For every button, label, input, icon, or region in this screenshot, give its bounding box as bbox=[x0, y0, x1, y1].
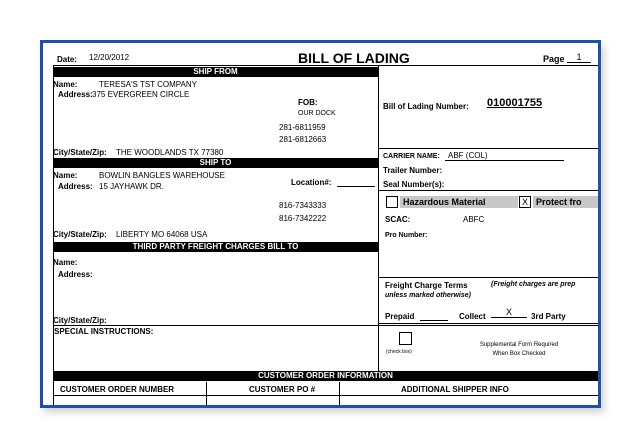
special-instructions-rule bbox=[53, 325, 598, 326]
freight-terms-note-2: unless marked otherwise) bbox=[385, 292, 471, 299]
bol-number-label: Bill of Lading Number: bbox=[383, 102, 469, 111]
ship-from-address: 375 EVERGREEN CIRCLE bbox=[92, 90, 190, 99]
third-party-name-label: Name: bbox=[53, 258, 78, 267]
seal-label: Seal Number(s): bbox=[383, 180, 445, 189]
carrier-label: CARRIER NAME: bbox=[383, 153, 440, 160]
ship-to-name-label: Name: bbox=[53, 171, 78, 180]
carrier-rule bbox=[378, 148, 598, 149]
date-value: 12/20/2012 bbox=[89, 53, 130, 62]
collect-label[interactable]: Collect bbox=[459, 312, 486, 321]
col-additional-shipper-info: ADDITIONAL SHIPPER INFO bbox=[401, 385, 509, 394]
special-instructions-label: SPECIAL INSTRUCTIONS: bbox=[54, 327, 154, 336]
location-label: Location#: bbox=[291, 178, 332, 187]
hazardous-checkbox[interactable] bbox=[386, 196, 398, 208]
ship-from-name-label: Name: bbox=[53, 80, 78, 89]
ship-to-header: SHIP TO bbox=[53, 158, 378, 168]
ship-to-name: BOWLIN BANGLES WAREHOUSE bbox=[99, 171, 225, 180]
ship-to-phone-1: 816-7343333 bbox=[279, 201, 327, 210]
fob-label: FOB: bbox=[298, 98, 318, 107]
ship-from-address-label: Address: bbox=[58, 90, 93, 99]
ship-from-phone-2: 281-6812663 bbox=[279, 135, 327, 144]
ship-from-csz: THE WOODLANDS TX 77380 bbox=[116, 148, 224, 157]
col-customer-order-number: CUSTOMER ORDER NUMBER bbox=[60, 385, 175, 394]
fob-value: OUR DOCK bbox=[298, 110, 336, 117]
prepaid-line bbox=[420, 320, 448, 321]
ship-from-csz-label: City/State/Zip: bbox=[53, 148, 107, 157]
scac-label: SCAC: bbox=[385, 215, 411, 224]
collect-mark: X bbox=[491, 307, 527, 318]
third-party-csz-label: City/State/Zip: bbox=[53, 316, 107, 325]
protect-label: Protect fro bbox=[533, 196, 601, 208]
ship-to-address: 15 JAYHAWK DR. bbox=[99, 182, 164, 191]
carrier-value: ABF (COL) bbox=[445, 151, 564, 161]
freight-terms-label: Freight Charge Terms bbox=[385, 281, 468, 290]
hazmat-rule bbox=[378, 190, 598, 191]
pro-number-label: Pro Number: bbox=[385, 232, 428, 239]
col-customer-po: CUSTOMER PO # bbox=[249, 385, 316, 394]
hazardous-label: Hazardous Material bbox=[400, 196, 518, 208]
freight-terms-note: (Freight charges are prep bbox=[491, 281, 576, 288]
ship-from-header: SHIP FROM bbox=[53, 67, 378, 77]
third-party-address-label: Address: bbox=[58, 270, 93, 279]
page-value: 1 bbox=[567, 52, 591, 63]
header-rule bbox=[53, 65, 598, 66]
bill-of-lading-form bbox=[40, 40, 601, 408]
ship-from-name: TERESA'S TST COMPANY bbox=[99, 80, 197, 89]
bol-number-value: 010001755 bbox=[487, 97, 543, 109]
page-label: Page bbox=[543, 54, 565, 64]
supplemental-line-1: Supplemental Form Required bbox=[479, 342, 559, 348]
ship-to-csz-label: City/State/Zip: bbox=[53, 230, 107, 239]
third-party-header: THIRD PARTY FREIGHT CHARGES BILL TO bbox=[53, 242, 378, 252]
supplemental-line-2: When Box Checked bbox=[492, 351, 546, 357]
check-box-label: (check box) bbox=[386, 349, 412, 355]
protect-checkbox[interactable]: X bbox=[519, 196, 531, 208]
prepaid-label[interactable]: Prepaid bbox=[385, 312, 415, 321]
ship-to-address-label: Address: bbox=[58, 182, 93, 191]
trailer-label: Trailer Number: bbox=[383, 166, 443, 175]
col-divider-2 bbox=[339, 382, 340, 405]
page-title: BILL OF LADING bbox=[298, 50, 410, 66]
supplemental-checkbox[interactable] bbox=[399, 332, 412, 345]
col-divider-1 bbox=[206, 382, 207, 405]
customer-order-rule bbox=[53, 395, 598, 396]
third-party-freight-label[interactable]: 3rd Party bbox=[531, 312, 566, 321]
ship-to-csz: LIBERTY MO 64068 USA bbox=[116, 230, 208, 239]
date-label: Date: bbox=[57, 55, 78, 64]
freight-terms-rule bbox=[378, 277, 598, 278]
customer-order-header: CUSTOMER ORDER INFORMATION bbox=[53, 371, 598, 381]
scac-value: ABFC bbox=[463, 215, 485, 224]
ship-from-phone-1: 281-6811959 bbox=[279, 123, 326, 132]
supplemental-rule bbox=[378, 323, 598, 324]
location-line bbox=[337, 186, 375, 187]
ship-to-phone-2: 816-7342222 bbox=[279, 214, 327, 223]
